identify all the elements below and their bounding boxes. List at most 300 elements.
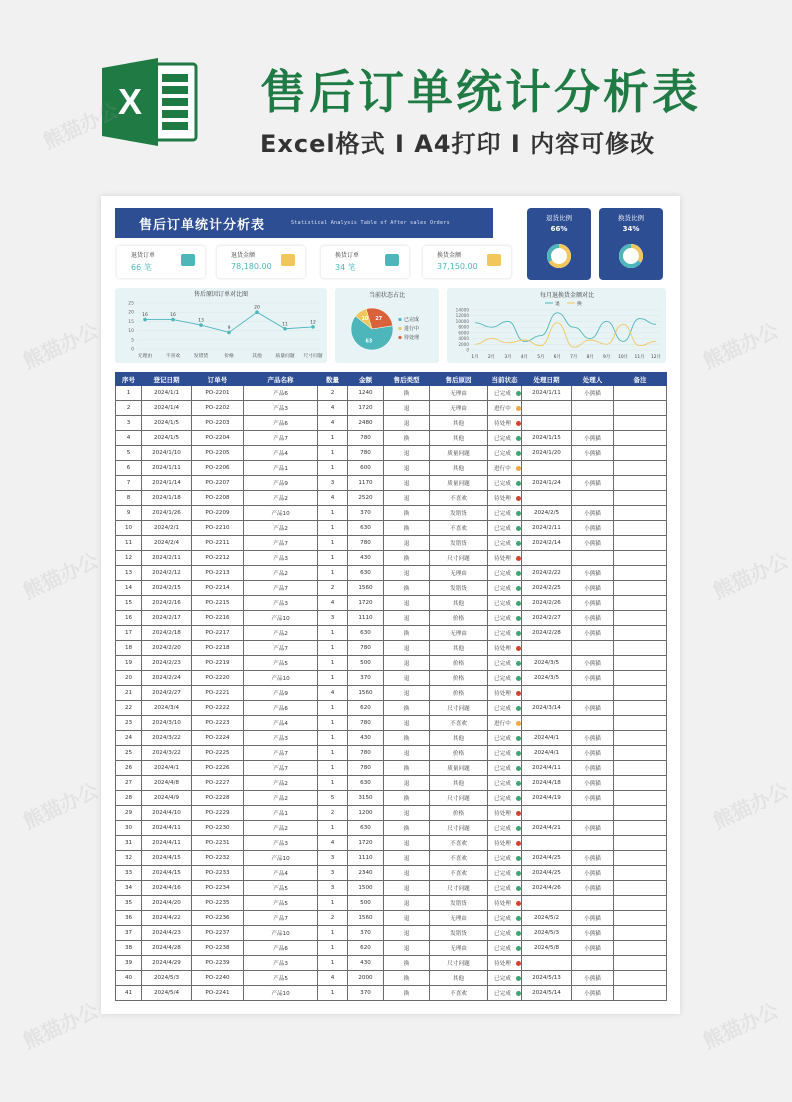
table-cell[interactable]: 780	[348, 431, 384, 446]
table-cell[interactable]: 10	[116, 521, 142, 536]
status-cell[interactable]	[488, 941, 522, 956]
table-cell[interactable]: 产品6	[244, 386, 318, 401]
status-cell[interactable]	[488, 746, 522, 761]
table-cell[interactable]: 小熊猫	[572, 566, 614, 581]
status-cell[interactable]	[488, 401, 522, 416]
table-cell[interactable]: 2	[318, 911, 348, 926]
table-cell[interactable]: 2024/5/8	[522, 941, 572, 956]
table-cell[interactable]: 换	[384, 626, 430, 641]
table-cell[interactable]: 小熊猫	[572, 761, 614, 776]
table-cell[interactable]	[614, 506, 667, 521]
table-cell[interactable]	[614, 656, 667, 671]
status-cell[interactable]	[488, 851, 522, 866]
status-cell[interactable]	[488, 626, 522, 641]
table-cell[interactable]: 14	[116, 581, 142, 596]
status-cell[interactable]	[488, 476, 522, 491]
table-cell[interactable]: 产品9	[244, 476, 318, 491]
table-cell[interactable]: 30	[116, 821, 142, 836]
table-cell[interactable]: 产品4	[244, 866, 318, 881]
table-cell[interactable]: PO-2229	[192, 806, 244, 821]
table-cell[interactable]: 3150	[348, 791, 384, 806]
table-cell[interactable]: 1560	[348, 686, 384, 701]
table-cell[interactable]	[614, 926, 667, 941]
table-cell[interactable]: 2024/4/15	[142, 866, 192, 881]
table-cell[interactable]	[614, 551, 667, 566]
table-cell[interactable]: PO-2220	[192, 671, 244, 686]
table-cell[interactable]: 退	[384, 656, 430, 671]
table-cell[interactable]: 产品2	[244, 776, 318, 791]
table-cell[interactable]	[522, 836, 572, 851]
table-cell[interactable]: 5	[116, 446, 142, 461]
table-cell[interactable]: 1500	[348, 881, 384, 896]
table-cell[interactable]	[572, 491, 614, 506]
table-cell[interactable]: 换	[384, 521, 430, 536]
table-cell[interactable]: PO-2233	[192, 866, 244, 881]
table-cell[interactable]: 小熊猫	[572, 941, 614, 956]
table-cell[interactable]	[614, 791, 667, 806]
table-cell[interactable]: PO-2215	[192, 596, 244, 611]
table-cell[interactable]: 4	[116, 431, 142, 446]
table-cell[interactable]: 1	[318, 896, 348, 911]
table-cell[interactable]: PO-2218	[192, 641, 244, 656]
table-cell[interactable]: 产品7	[244, 641, 318, 656]
table-cell[interactable]: 780	[348, 641, 384, 656]
table-cell[interactable]: 小熊猫	[572, 611, 614, 626]
table-cell[interactable]: 产品6	[244, 416, 318, 431]
table-cell[interactable]: 3	[318, 881, 348, 896]
table-cell[interactable]: 小熊猫	[572, 521, 614, 536]
status-cell[interactable]	[488, 866, 522, 881]
status-cell[interactable]	[488, 581, 522, 596]
status-cell[interactable]	[488, 731, 522, 746]
table-cell[interactable]: 6	[116, 461, 142, 476]
table-cell[interactable]	[614, 611, 667, 626]
table-cell[interactable]	[522, 491, 572, 506]
table-cell[interactable]: 4	[318, 971, 348, 986]
table-cell[interactable]: 1200	[348, 806, 384, 821]
table-cell[interactable]: 1170	[348, 476, 384, 491]
table-cell[interactable]	[614, 746, 667, 761]
table-cell[interactable]: 产品4	[244, 716, 318, 731]
status-cell[interactable]	[488, 836, 522, 851]
table-cell[interactable]: 2340	[348, 866, 384, 881]
table-cell[interactable]: 2024/2/25	[522, 581, 572, 596]
table-cell[interactable]: 产品5	[244, 656, 318, 671]
table-cell[interactable]: 产品2	[244, 626, 318, 641]
status-cell[interactable]	[488, 551, 522, 566]
table-cell[interactable]: 其他	[430, 731, 488, 746]
table-cell[interactable]: 2024/2/28	[522, 626, 572, 641]
table-cell[interactable]: 2024/2/12	[142, 566, 192, 581]
table-cell[interactable]: 2024/4/25	[522, 851, 572, 866]
table-cell[interactable]: 发错货	[430, 536, 488, 551]
status-cell[interactable]	[488, 956, 522, 971]
table-cell[interactable]	[572, 896, 614, 911]
table-cell[interactable]: 价格	[430, 671, 488, 686]
table-cell[interactable]: 11	[116, 536, 142, 551]
table-cell[interactable]	[614, 596, 667, 611]
table-cell[interactable]: 退	[384, 596, 430, 611]
table-cell[interactable]: PO-2240	[192, 971, 244, 986]
status-cell[interactable]	[488, 881, 522, 896]
table-cell[interactable]	[572, 641, 614, 656]
table-cell[interactable]: PO-2232	[192, 851, 244, 866]
table-cell[interactable]: PO-2217	[192, 626, 244, 641]
table-cell[interactable]: 2024/2/5	[522, 506, 572, 521]
table-cell[interactable]: 8	[116, 491, 142, 506]
table-cell[interactable]: 1	[318, 746, 348, 761]
table-cell[interactable]: 2024/3/22	[142, 746, 192, 761]
table-cell[interactable]: PO-2204	[192, 431, 244, 446]
table-cell[interactable]	[614, 491, 667, 506]
table-cell[interactable]	[614, 671, 667, 686]
table-cell[interactable]: 1	[318, 536, 348, 551]
table-cell[interactable]: 2024/4/1	[522, 746, 572, 761]
table-cell[interactable]: 500	[348, 896, 384, 911]
table-cell[interactable]: 退	[384, 716, 430, 731]
table-cell[interactable]: 2024/1/4	[142, 401, 192, 416]
table-cell[interactable]: 无理由	[430, 386, 488, 401]
table-cell[interactable]: 退	[384, 926, 430, 941]
table-cell[interactable]: 退	[384, 851, 430, 866]
table-cell[interactable]: 2024/5/13	[522, 971, 572, 986]
table-cell[interactable]: PO-2238	[192, 941, 244, 956]
table-cell[interactable]	[614, 911, 667, 926]
table-cell[interactable]: 780	[348, 716, 384, 731]
table-cell[interactable]: 1	[318, 671, 348, 686]
table-cell[interactable]: PO-2239	[192, 956, 244, 971]
table-cell[interactable]: 1	[318, 641, 348, 656]
table-cell[interactable]: 2024/1/20	[522, 446, 572, 461]
table-cell[interactable]: 2024/1/14	[142, 476, 192, 491]
table-cell[interactable]: 价格	[430, 806, 488, 821]
table-cell[interactable]: 产品2	[244, 821, 318, 836]
table-cell[interactable]	[614, 776, 667, 791]
table-cell[interactable]: 其他	[430, 596, 488, 611]
table-cell[interactable]: 41	[116, 986, 142, 1001]
table-cell[interactable]: 不喜欢	[430, 491, 488, 506]
table-cell[interactable]: 1	[318, 956, 348, 971]
status-cell[interactable]	[488, 641, 522, 656]
table-cell[interactable]: PO-2212	[192, 551, 244, 566]
table-cell[interactable]: 27	[116, 776, 142, 791]
table-cell[interactable]: 2024/2/1	[142, 521, 192, 536]
status-cell[interactable]	[488, 506, 522, 521]
table-cell[interactable]: 2024/4/22	[142, 911, 192, 926]
table-cell[interactable]: 37	[116, 926, 142, 941]
table-cell[interactable]: 1240	[348, 386, 384, 401]
table-cell[interactable]: 3	[318, 611, 348, 626]
table-cell[interactable]: 产品3	[244, 551, 318, 566]
table-cell[interactable]: 无理由	[430, 626, 488, 641]
table-cell[interactable]	[572, 836, 614, 851]
table-cell[interactable]: PO-2219	[192, 656, 244, 671]
table-cell[interactable]: 产品7	[244, 746, 318, 761]
table-cell[interactable]: 780	[348, 746, 384, 761]
table-cell[interactable]: 780	[348, 536, 384, 551]
table-cell[interactable]: PO-2214	[192, 581, 244, 596]
table-cell[interactable]: 2024/2/16	[142, 596, 192, 611]
table-cell[interactable]: PO-2213	[192, 566, 244, 581]
table-cell[interactable]: 2024/2/22	[522, 566, 572, 581]
table-cell[interactable]	[614, 401, 667, 416]
table-cell[interactable]: 1	[116, 386, 142, 401]
table-cell[interactable]: 小熊猫	[572, 986, 614, 1001]
table-cell[interactable]	[614, 881, 667, 896]
table-cell[interactable]: 退	[384, 911, 430, 926]
table-cell[interactable]: 2024/2/11	[142, 551, 192, 566]
table-cell[interactable]: PO-2209	[192, 506, 244, 521]
table-cell[interactable]: 2024/4/25	[522, 866, 572, 881]
table-cell[interactable]: 2024/1/15	[522, 431, 572, 446]
table-cell[interactable]: 31	[116, 836, 142, 851]
table-cell[interactable]: 7	[116, 476, 142, 491]
table-cell[interactable]: 2024/4/20	[142, 896, 192, 911]
table-cell[interactable]: 2024/4/11	[522, 761, 572, 776]
table-cell[interactable]: 1	[318, 431, 348, 446]
table-cell[interactable]: 换	[384, 701, 430, 716]
table-cell[interactable]: 4	[318, 596, 348, 611]
table-cell[interactable]: 2024/2/23	[142, 656, 192, 671]
table-cell[interactable]: 23	[116, 716, 142, 731]
table-cell[interactable]: 退	[384, 401, 430, 416]
table-cell[interactable]	[614, 476, 667, 491]
table-cell[interactable]: 2024/1/1	[142, 386, 192, 401]
table-cell[interactable]: 发错货	[430, 581, 488, 596]
table-cell[interactable]: 小熊猫	[572, 581, 614, 596]
table-cell[interactable]: 4	[318, 491, 348, 506]
table-cell[interactable]	[614, 866, 667, 881]
table-cell[interactable]: 21	[116, 686, 142, 701]
table-cell[interactable]: 其他	[430, 461, 488, 476]
table-cell[interactable]: 退	[384, 641, 430, 656]
table-cell[interactable]: 质量问题	[430, 446, 488, 461]
table-cell[interactable]: 小熊猫	[572, 446, 614, 461]
table-cell[interactable]: 24	[116, 731, 142, 746]
status-cell[interactable]	[488, 611, 522, 626]
table-cell[interactable]: 17	[116, 626, 142, 641]
table-cell[interactable]: 其他	[430, 641, 488, 656]
status-cell[interactable]	[488, 896, 522, 911]
table-cell[interactable]: 产品6	[244, 941, 318, 956]
table-cell[interactable]: 产品2	[244, 566, 318, 581]
table-cell[interactable]: 无理由	[430, 401, 488, 416]
status-cell[interactable]	[488, 431, 522, 446]
table-cell[interactable]: 25	[116, 746, 142, 761]
table-cell[interactable]: 2024/4/15	[142, 851, 192, 866]
table-cell[interactable]: 5	[318, 791, 348, 806]
table-cell[interactable]: 2480	[348, 416, 384, 431]
table-cell[interactable]: 1	[318, 566, 348, 581]
table-cell[interactable]: PO-2231	[192, 836, 244, 851]
table-cell[interactable]: 33	[116, 866, 142, 881]
table-cell[interactable]: 2024/4/19	[522, 791, 572, 806]
table-cell[interactable]: 4	[318, 686, 348, 701]
table-cell[interactable]	[614, 701, 667, 716]
table-cell[interactable]: 39	[116, 956, 142, 971]
status-cell[interactable]	[488, 791, 522, 806]
table-cell[interactable]: PO-2208	[192, 491, 244, 506]
table-cell[interactable]	[614, 731, 667, 746]
table-cell[interactable]: 产品3	[244, 956, 318, 971]
table-cell[interactable]: 价格	[430, 686, 488, 701]
table-cell[interactable]	[572, 401, 614, 416]
table-cell[interactable]: 产品10	[244, 986, 318, 1001]
table-cell[interactable]: 3	[318, 866, 348, 881]
table-cell[interactable]: 2024/3/5	[522, 671, 572, 686]
status-cell[interactable]	[488, 821, 522, 836]
table-cell[interactable]: 产品5	[244, 881, 318, 896]
table-cell[interactable]: 2024/4/8	[142, 776, 192, 791]
table-cell[interactable]: 1	[318, 716, 348, 731]
table-cell[interactable]	[614, 716, 667, 731]
table-cell[interactable]: 370	[348, 506, 384, 521]
status-cell[interactable]	[488, 491, 522, 506]
table-cell[interactable]: 退	[384, 491, 430, 506]
table-cell[interactable]: 40	[116, 971, 142, 986]
table-cell[interactable]: PO-2235	[192, 896, 244, 911]
table-cell[interactable]: 其他	[430, 776, 488, 791]
status-cell[interactable]	[488, 806, 522, 821]
table-cell[interactable]: 2000	[348, 971, 384, 986]
table-cell[interactable]	[572, 806, 614, 821]
table-cell[interactable]: 小熊猫	[572, 671, 614, 686]
table-cell[interactable]: 430	[348, 731, 384, 746]
table-cell[interactable]: 其他	[430, 431, 488, 446]
table-cell[interactable]: 退	[384, 476, 430, 491]
table-cell[interactable]: 价格	[430, 656, 488, 671]
table-cell[interactable]: 2024/1/11	[522, 386, 572, 401]
table-cell[interactable]: 产品7	[244, 536, 318, 551]
table-cell[interactable]: 不喜欢	[430, 836, 488, 851]
table-cell[interactable]: 不喜欢	[430, 986, 488, 1001]
table-cell[interactable]: 1	[318, 941, 348, 956]
table-cell[interactable]: 2024/1/5	[142, 416, 192, 431]
table-cell[interactable]	[522, 686, 572, 701]
table-cell[interactable]: 1	[318, 821, 348, 836]
table-cell[interactable]: 2024/4/11	[142, 836, 192, 851]
table-cell[interactable]: 600	[348, 461, 384, 476]
status-cell[interactable]	[488, 416, 522, 431]
table-cell[interactable]: 尺寸问题	[430, 551, 488, 566]
table-cell[interactable]: 无理由	[430, 941, 488, 956]
table-cell[interactable]: 2024/4/29	[142, 956, 192, 971]
table-cell[interactable]: 产品10	[244, 851, 318, 866]
table-cell[interactable]: 产品3	[244, 596, 318, 611]
table-cell[interactable]: PO-2202	[192, 401, 244, 416]
table-cell[interactable]	[572, 551, 614, 566]
table-cell[interactable]: 换	[384, 506, 430, 521]
table-cell[interactable]	[572, 716, 614, 731]
status-cell[interactable]	[488, 911, 522, 926]
table-cell[interactable]: 尺寸问题	[430, 881, 488, 896]
table-cell[interactable]: 退	[384, 611, 430, 626]
table-cell[interactable]: 19	[116, 656, 142, 671]
table-cell[interactable]: 430	[348, 551, 384, 566]
status-cell[interactable]	[488, 716, 522, 731]
table-cell[interactable]: 1720	[348, 401, 384, 416]
table-cell[interactable]: 2024/5/14	[522, 986, 572, 1001]
table-cell[interactable]: 产品3	[244, 731, 318, 746]
table-cell[interactable]	[572, 686, 614, 701]
table-cell[interactable]	[614, 806, 667, 821]
table-cell[interactable]: 产品6	[244, 701, 318, 716]
table-cell[interactable]: 2024/1/11	[142, 461, 192, 476]
table-cell[interactable]: 2024/4/10	[142, 806, 192, 821]
table-cell[interactable]: 小熊猫	[572, 536, 614, 551]
table-cell[interactable]	[614, 386, 667, 401]
table-cell[interactable]: 38	[116, 941, 142, 956]
table-cell[interactable]: 2024/2/24	[142, 671, 192, 686]
table-cell[interactable]: 质量问题	[430, 476, 488, 491]
table-cell[interactable]: 2024/4/21	[522, 821, 572, 836]
table-cell[interactable]	[522, 641, 572, 656]
table-cell[interactable]: 退	[384, 416, 430, 431]
table-cell[interactable]	[572, 461, 614, 476]
table-cell[interactable]: 2024/2/17	[142, 611, 192, 626]
table-cell[interactable]: PO-2221	[192, 686, 244, 701]
table-cell[interactable]: 换	[384, 791, 430, 806]
status-cell[interactable]	[488, 446, 522, 461]
table-cell[interactable]: 2024/5/3	[142, 971, 192, 986]
table-cell[interactable]: 630	[348, 521, 384, 536]
table-cell[interactable]: PO-2205	[192, 446, 244, 461]
table-cell[interactable]	[614, 761, 667, 776]
table-cell[interactable]: 产品2	[244, 521, 318, 536]
table-cell[interactable]: 1	[318, 926, 348, 941]
table-cell[interactable]: 小熊猫	[572, 596, 614, 611]
table-cell[interactable]	[522, 551, 572, 566]
table-cell[interactable]: 产品7	[244, 581, 318, 596]
table-cell[interactable]: 500	[348, 656, 384, 671]
table-cell[interactable]: 价格	[430, 746, 488, 761]
table-cell[interactable]	[572, 416, 614, 431]
table-cell[interactable]: 15	[116, 596, 142, 611]
table-cell[interactable]	[614, 941, 667, 956]
table-cell[interactable]: 2024/2/26	[522, 596, 572, 611]
table-cell[interactable]: 2024/3/14	[522, 701, 572, 716]
table-cell[interactable]: PO-2207	[192, 476, 244, 491]
table-cell[interactable]: 小熊猫	[572, 506, 614, 521]
table-cell[interactable]: 2024/4/11	[142, 821, 192, 836]
table-cell[interactable]: 2024/5/4	[142, 986, 192, 1001]
table-cell[interactable]: 尺寸问题	[430, 821, 488, 836]
table-cell[interactable]: 1	[318, 701, 348, 716]
table-cell[interactable]: 2024/4/26	[522, 881, 572, 896]
table-cell[interactable]: 2	[116, 401, 142, 416]
table-cell[interactable]: 2024/3/5	[522, 656, 572, 671]
status-cell[interactable]	[488, 926, 522, 941]
table-cell[interactable]: 1110	[348, 851, 384, 866]
table-cell[interactable]: 2024/1/10	[142, 446, 192, 461]
table-cell[interactable]	[614, 686, 667, 701]
table-cell[interactable]	[614, 896, 667, 911]
status-cell[interactable]	[488, 386, 522, 401]
table-cell[interactable]: 1	[318, 461, 348, 476]
table-cell[interactable]: 小熊猫	[572, 821, 614, 836]
table-cell[interactable]: 2024/4/16	[142, 881, 192, 896]
table-cell[interactable]: PO-2223	[192, 716, 244, 731]
table-cell[interactable]: 产品5	[244, 971, 318, 986]
table-cell[interactable]	[522, 416, 572, 431]
table-cell[interactable]: 2024/4/23	[142, 926, 192, 941]
table-cell[interactable]: 630	[348, 776, 384, 791]
table-cell[interactable]: 退	[384, 881, 430, 896]
table-cell[interactable]	[614, 851, 667, 866]
table-cell[interactable]: 退	[384, 461, 430, 476]
table-cell[interactable]: 3	[318, 851, 348, 866]
table-cell[interactable]: 630	[348, 566, 384, 581]
